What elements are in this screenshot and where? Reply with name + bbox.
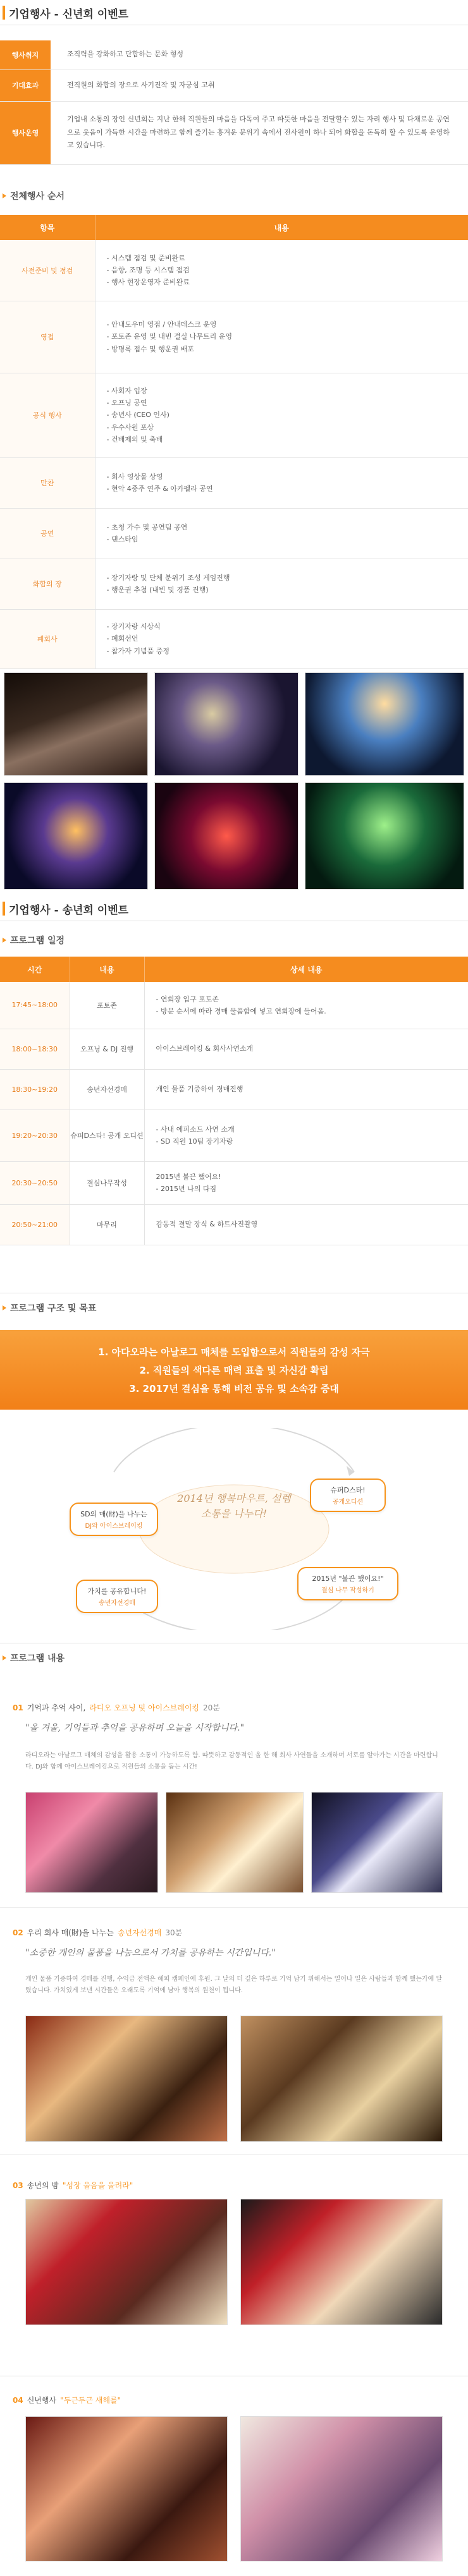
diagram-center-text: 2014년 행복마우트, 설렘 소통을 나누다! <box>177 1492 291 1520</box>
structure-heading-text: 프로그램 구조 및 목표 <box>10 1303 97 1314</box>
order-line: - 회사 영상물 상영 <box>106 472 163 481</box>
schedule-line: - 연회장 입구 포토존 <box>156 995 219 1003</box>
order-line: - 사회자 입장 <box>106 386 147 395</box>
order-line: - 오프닝 공연 <box>106 399 147 408</box>
program-title <box>13 2180 133 2191</box>
program-duration: 20분 <box>203 1703 220 1712</box>
schedule-time: 17:45~18:00 <box>0 982 70 1029</box>
table-row <box>0 1204 468 1245</box>
schedule-time: 20:50~21:00 <box>0 1204 70 1245</box>
table-row <box>0 1161 468 1204</box>
schedule-table <box>0 957 468 1245</box>
table-row <box>0 301 468 373</box>
schedule-line: 아이스브레이킹 & 회사사연소개 <box>156 1044 254 1053</box>
newyear-info-table <box>0 40 468 165</box>
goal-item: 2. 직원들의 색다른 매력 표출 및 자신감 확립 <box>139 1364 329 1376</box>
node-title: 가치를 공유합니다! <box>87 1587 147 1595</box>
schedule-desc <box>144 1029 468 1069</box>
order-key: 만찬 <box>0 457 95 508</box>
order-line: - 행사 현장운영자 준비완료 <box>106 278 190 287</box>
table-row <box>0 373 468 457</box>
program-number: 02 <box>13 1928 23 1937</box>
schedule-line: - SD 직원 10팀 장기자랑 <box>156 1137 233 1146</box>
order-line: - 시스템 점검 및 준비완료 <box>106 253 185 262</box>
bullet-icon <box>3 193 6 198</box>
goal-item: 3. 2017년 결심을 통해 비전 공유 및 소속감 증대 <box>129 1382 339 1394</box>
schedule-desc <box>144 1161 468 1204</box>
schedule-time: 20:30~20:50 <box>0 1161 70 1204</box>
goals-banner <box>0 1330 468 1410</box>
yearend-section-title <box>0 896 468 921</box>
order-value <box>95 301 468 373</box>
bullet-icon <box>3 1655 6 1660</box>
schedule-name: 슈퍼D스타! 공개 오디션 <box>70 1110 144 1161</box>
schedule-line: 감동적 결말 장식 & 하트사진촬영 <box>156 1220 258 1229</box>
table-row <box>0 559 468 609</box>
program-number: 01 <box>13 1703 23 1712</box>
table-row <box>0 40 468 70</box>
column-header: 내용 <box>95 215 468 240</box>
event-photo <box>4 672 148 776</box>
order-line: - 음향, 조명 등 시스템 점검 <box>106 266 190 275</box>
order-line: - 장기자랑 및 단체 분위기 조성 게임진행 <box>106 573 230 582</box>
table-row <box>0 1029 468 1069</box>
diagram-node <box>310 1478 386 1512</box>
program-highlight: "성장 울음을 울려라" <box>62 2181 133 2190</box>
newyear-title: 기업행사 - 신년회 이벤트 <box>9 8 129 21</box>
schedule-time: 19:20~20:30 <box>0 1110 70 1161</box>
event-photo <box>25 1792 158 1893</box>
program-pre: 우리 회사 매(財)을 나누는 <box>27 1928 114 1937</box>
title-accent-bar <box>3 902 5 916</box>
program-highlight: "두근두근 새해를" <box>60 2396 121 2405</box>
schedule-time: 18:00~18:30 <box>0 1029 70 1069</box>
schedule-name: 송년자선경매 <box>70 1069 144 1110</box>
program-number: 04 <box>13 2395 23 2405</box>
event-photo <box>240 2416 443 2561</box>
event-photo <box>311 1792 443 1893</box>
schedule-name: 마무리 <box>70 1204 144 1245</box>
table-row <box>0 457 468 508</box>
program-title <box>13 1927 182 1938</box>
order-line: - 안내도우미 영접 / 안내데스크 운영 <box>106 320 217 329</box>
node-title: 2015년 "불끈 했어요!" <box>312 1575 384 1583</box>
order-value <box>95 373 468 457</box>
program-pre: 기억과 추억 사이, <box>27 1703 86 1712</box>
event-photo <box>305 672 464 776</box>
event-photo <box>4 782 148 890</box>
content-heading <box>0 1647 65 1669</box>
title-accent-bar <box>3 6 5 20</box>
order-key: 폐회사 <box>0 609 95 668</box>
order-line: - 방명록 접수 및 행운권 배포 <box>106 344 194 353</box>
order-value <box>95 559 468 609</box>
order-line: - 장기자랑 시상식 <box>106 622 161 631</box>
bullet-icon <box>3 938 6 943</box>
yearend-title: 기업행사 - 송년회 이벤트 <box>9 904 129 917</box>
order-line: - 행운권 추첨 (내빈 및 경품 진행) <box>106 586 209 594</box>
info-key: 행사취지 <box>0 40 51 70</box>
info-value: 전직원의 화합의 장으로 사기진작 및 자긍심 고취 <box>51 70 468 101</box>
event-photo <box>166 1792 304 1893</box>
order-line: - 우수사원 포상 <box>106 423 154 432</box>
program-quote: "소중한 개인의 물품을 나눔으로서 가치를 공유하는 시간입니다." <box>25 1948 276 1958</box>
column-header: 항목 <box>0 215 95 240</box>
schedule-heading-text: 프로그램 일정 <box>10 936 65 946</box>
info-key: 행사운영 <box>0 101 51 164</box>
schedule-desc <box>144 1069 468 1110</box>
schedule-desc <box>144 1204 468 1245</box>
order-key: 화합의 장 <box>0 559 95 609</box>
order-line: - 댄스타임 <box>106 535 139 543</box>
order-key: 영접 <box>0 301 95 373</box>
divider <box>0 1907 468 1908</box>
order-key: 사전준비 및 점검 <box>0 240 95 301</box>
program-highlight: 라디오 오프닝 및 아이스브레이킹 <box>89 1703 200 1712</box>
order-line: - 폐회선언 <box>106 634 139 643</box>
schedule-desc <box>144 1110 468 1161</box>
newyear-section-title <box>0 0 468 25</box>
node-sub: 송년자선경매 <box>99 1600 135 1607</box>
info-value: 기업내 소통의 장인 신년회는 지난 한해 직원들의 마음을 다독여 주고 따뜻한 마음을 전달할수 있는 자리 행사 및 다채로운 공연으로 웃음이 가득한 시간을 마련하고 함께 즐기는 흥겨운 분위기 속에서 전사원이 하나 되어 화합을 돈독히 할 수 있도록 운영하고 있습니다. <box>51 101 468 164</box>
order-value <box>95 240 468 301</box>
order-value <box>95 609 468 668</box>
event-photo <box>240 2016 443 2142</box>
event-photo <box>154 782 299 890</box>
event-photo <box>25 2016 228 2142</box>
schedule-line: - 사내 에피소드 사연 소개 <box>156 1125 235 1134</box>
schedule-line: - 방문 순서에 따라 경매 물품함에 넣고 연회장에 들어옴. <box>156 1007 326 1015</box>
order-key: 공연 <box>0 508 95 559</box>
diagram-node <box>297 1567 398 1600</box>
column-header: 상세 내용 <box>144 957 468 982</box>
event-photo <box>305 782 464 890</box>
schedule-line: - 2015년 나의 다짐 <box>156 1185 217 1193</box>
program-title <box>13 1702 220 1713</box>
schedule-name: 결심나무작성 <box>70 1161 144 1204</box>
order-line: - 건배제의 및 축배 <box>106 435 163 444</box>
info-value: 조직력을 강화하고 단합하는 문화 형성 <box>51 40 468 70</box>
node-title: 슈퍼D스타! <box>330 1486 366 1494</box>
table-row <box>0 1069 468 1110</box>
schedule-line: 개인 물품 기증하여 경매진행 <box>156 1085 243 1094</box>
schedule-desc <box>144 982 468 1029</box>
program-quote: "올 겨울, 기억들과 추억을 공유하며 오늘을 시작합니다." <box>25 1723 245 1733</box>
event-photo <box>154 672 299 776</box>
info-key: 기대효과 <box>0 70 51 101</box>
table-header-row <box>0 215 468 240</box>
event-photo <box>25 2199 228 2325</box>
column-header: 내용 <box>70 957 144 982</box>
order-line: - 현악 4중주 연주 & 아카펠라 공연 <box>106 485 213 493</box>
table-row <box>0 240 468 301</box>
goal-item: 1. 아다오라는 아날로그 매체를 도입함으로서 직원들의 감성 자극 <box>98 1346 370 1358</box>
diagram-node <box>70 1503 158 1536</box>
table-row <box>0 508 468 559</box>
order-heading <box>0 184 65 207</box>
order-line: - 송년사 (CEO 인사) <box>106 411 169 420</box>
diagram-node <box>76 1580 158 1613</box>
table-header-row <box>0 957 468 982</box>
order-key: 공식 행사 <box>0 373 95 457</box>
schedule-name: 포토존 <box>70 982 144 1029</box>
program-description: 개인 물품 기증하여 경매를 진행, 수익금 전액은 해피 캠페인에 후원. 그 날의 더 깊은 하루로 기억 남기 위해서는 열어나 일은 사람들과 함께 했는가에 달렸습니다. 가치있게 보낸 시간들은 오래도록 기억에 남아 행복의 원천이 됩니다. <box>25 1976 443 1994</box>
order-heading-text: 전체행사 순서 <box>10 191 65 202</box>
content-heading-text: 프로그램 내용 <box>10 1654 65 1664</box>
schedule-line: 2015년 불끈 했어요! <box>156 1172 221 1181</box>
schedule-time: 18:30~19:20 <box>0 1069 70 1110</box>
table-row <box>0 101 468 164</box>
order-value <box>95 508 468 559</box>
program-number: 03 <box>13 2180 23 2190</box>
event-photo <box>240 2199 443 2325</box>
program-pre: 신년행사 <box>27 2396 57 2405</box>
table-row <box>0 1110 468 1161</box>
schedule-heading <box>0 929 65 952</box>
program-title <box>13 2395 121 2405</box>
schedule-name: 오프닝 & DJ 진행 <box>70 1029 144 1069</box>
node-sub: 결심 나무 작성하기 <box>321 1587 374 1594</box>
node-title: SD의 매(財)을 나누는 <box>80 1510 147 1518</box>
program-duration: 30분 <box>165 1928 183 1937</box>
table-row <box>0 70 468 101</box>
program-structure-diagram <box>57 1428 411 1630</box>
order-line: - 포토존 운영 및 내빈 결실 나무트리 운영 <box>106 332 232 341</box>
table-row <box>0 609 468 668</box>
order-value <box>95 457 468 508</box>
bullet-icon <box>3 1305 6 1310</box>
table-row <box>0 982 468 1029</box>
node-sub: DJ와 아이스브레이킹 <box>85 1523 143 1530</box>
node-sub: 공개오디션 <box>332 1499 364 1506</box>
order-table <box>0 215 468 669</box>
event-photo <box>25 2416 228 2561</box>
program-highlight: 송년자선경매 <box>117 1928 162 1937</box>
column-header: 시간 <box>0 957 70 982</box>
order-line: - 초청 가수 및 공연팀 공연 <box>106 523 188 531</box>
structure-heading <box>0 1297 96 1319</box>
order-line: - 참가자 기념품 증정 <box>106 646 169 655</box>
program-description: 라디오라는 아날로그 매체의 감성을 활용 소통이 가능하도록 함. 따뜻하고 감동적인 올 한 해 회사 사연들을 소개하며 서로를 알아가는 시간을 마련합니다. DJ와 함께 아이스브레이킹으로 직원들의 소통을 돕는 시간! <box>25 1752 438 1770</box>
program-pre: 송년의 밤 <box>27 2181 59 2190</box>
